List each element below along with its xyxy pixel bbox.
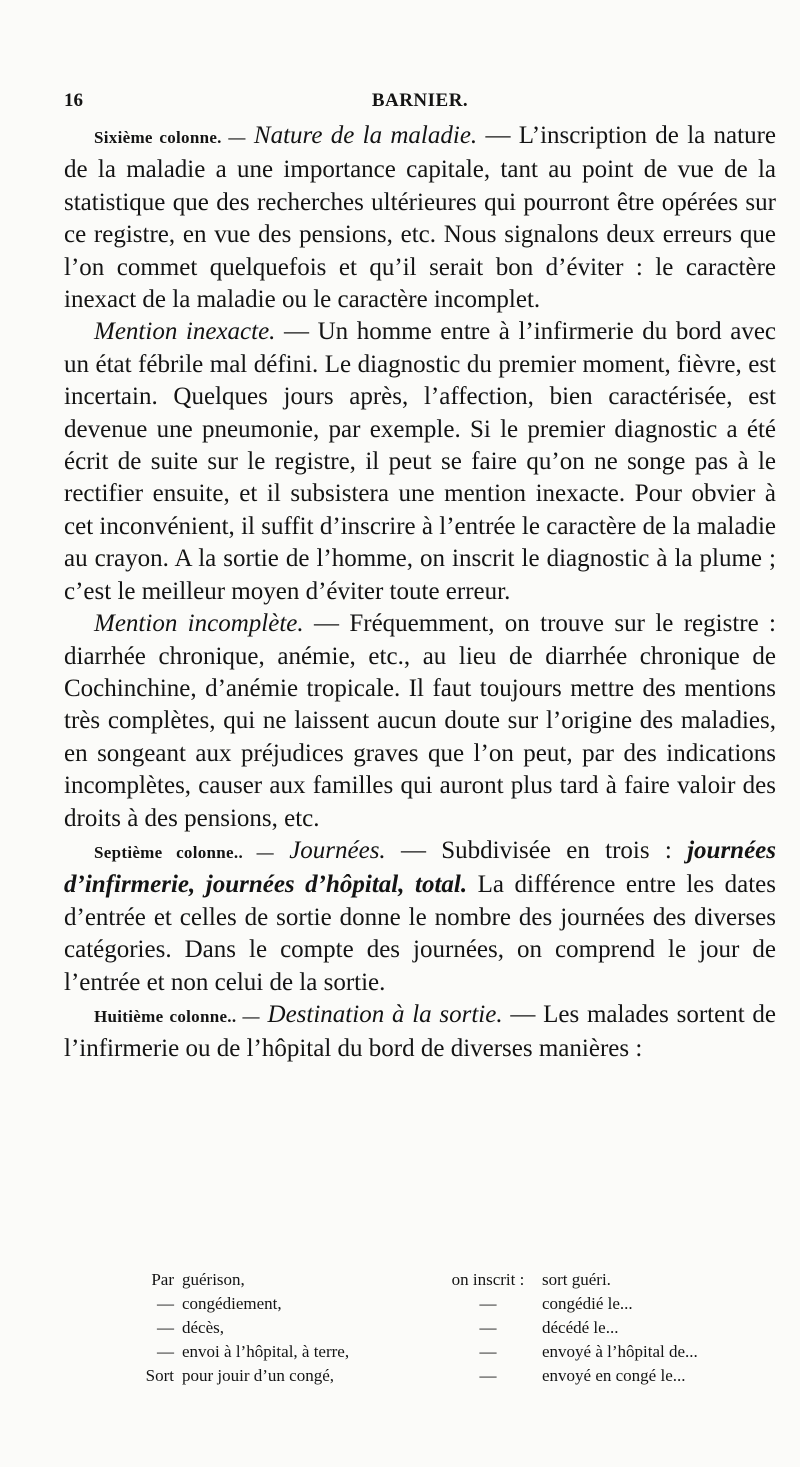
destination-mode: guérison, — [182, 1270, 245, 1289]
page-number: 16 — [64, 90, 83, 111]
table-row — [120, 1340, 742, 1364]
inscription-text: congédié le... — [542, 1294, 633, 1313]
paragraph-text: — Les malades sortent de l’infirmerie ou de l’hôpital du bord de diverses manières : — [64, 1000, 776, 1063]
table-row — [120, 1364, 742, 1388]
column-label: Huitième colonne.. — — [94, 1006, 260, 1026]
section-title: Destination à la sortie. — [267, 1000, 503, 1028]
paragraph-text: — Subdivisée en trois : — [385, 836, 688, 864]
emphasized-text: journées d’infirmerie, journées d’hôpital, total. — [64, 836, 776, 899]
destination-mode: envoi à l’hôpital, à terre, — [182, 1342, 350, 1361]
row-prefix: — — [157, 1294, 174, 1313]
inscription-text: décédé le... — [542, 1318, 619, 1337]
page-header — [64, 90, 776, 116]
destination-mode: pour jouir d’un congé, — [182, 1366, 335, 1385]
row-prefix: Par — [151, 1270, 174, 1289]
paragraph-text: — Fréquemment, on trouve sur le registre : diarrhée chronique, anémie, etc., au lieu de diarrhée chronique de Cochinchine, d’anémie tropicale. Il faut toujours mettre des mentions très complètes, qui ne laissent aucun doute sur l’origine des maladies, en songeant aux préjudices graves que l’on peut, par des indications incomplètes, causer aux familles qui auront plus tard à faire valoir des droits à des pensions, etc. — [64, 610, 776, 832]
paragraph-septieme-colonne — [64, 835, 776, 999]
destination-mode: décès, — [182, 1318, 225, 1337]
destination-table — [120, 1268, 742, 1388]
section-title: Nature de la maladie. — [253, 122, 478, 149]
inscription-marker: — — [479, 1294, 497, 1313]
table-row — [120, 1268, 742, 1292]
paragraph-text: La différence entre les dates d’entrée et celles de sortie donne le nombre des journées des diverses catégories. Dans le compte des journées, on comprend le jour de l’entrée et non celui de la sortie. — [64, 871, 776, 996]
paragraph-text: — L’inscription de la nature de la maladie a une importance capitale, tant au point de vue de la statistique que des recherches ultérieures qui pourront être opérées sur ce registre, en vue des pensions, etc. Nous signalons deux erreurs que l’on commet quelquefois et qu’il serait bon d’éviter : le caractère inexact de la maladie ou le caractère incomplet. — [64, 122, 776, 314]
paragraph-huitieme-colonne — [64, 999, 776, 1066]
inscription-marker: — — [479, 1342, 497, 1361]
table-row — [120, 1292, 742, 1316]
section-title: Mention inexacte. — [94, 318, 276, 346]
running-head: BARNIER. — [371, 90, 469, 111]
inscription-marker: — — [479, 1318, 497, 1337]
inscription-marker: — — [479, 1366, 497, 1385]
paragraph-mention-inexacte — [64, 316, 776, 608]
table-row — [120, 1316, 742, 1340]
column-label: Sixième colonne. — — [94, 128, 246, 147]
column-label: Septième colonne.. — — [94, 842, 274, 862]
destination-mode: congédiement, — [182, 1294, 282, 1313]
row-prefix: — — [157, 1342, 174, 1361]
paragraph-mention-incomplete — [64, 608, 776, 835]
row-prefix: — — [157, 1318, 174, 1337]
page-body — [64, 120, 776, 1066]
section-title: Mention incomplète. — [94, 610, 304, 638]
inscription-text: envoyé à l’hôpital de... — [542, 1342, 698, 1361]
section-title: Journées. — [289, 836, 386, 864]
inscription-text: sort guéri. — [542, 1270, 611, 1289]
inscription-text: envoyé en congé le... — [542, 1366, 686, 1385]
row-prefix: Sort — [145, 1366, 174, 1385]
paragraph-text: — Un homme entre à l’infirmerie du bord avec un état fébrile mal défini. Le diagnostic du premier moment, fièvre, est incertain. Quelques jours après, l’affection, bien caractérisée, est devenue une pneumonie, par exemple. Si le premier diagnostic a été écrit de suite sur le registre, il peut se faire qu’on ne songe pas à le rectifier ensuite, et il subsistera une mention inexacte. Pour obvier à cet inconvénient, il suffit d’inscrire à l’entrée le caractère de la maladie au crayon. A la sortie de l’homme, on inscrit le diagnostic à la plume ; c’est le meilleur moyen d’éviter toute erreur. — [64, 318, 777, 605]
paragraph-sixieme-colonne — [64, 120, 776, 316]
inscription-marker: on inscrit : — [451, 1270, 525, 1289]
